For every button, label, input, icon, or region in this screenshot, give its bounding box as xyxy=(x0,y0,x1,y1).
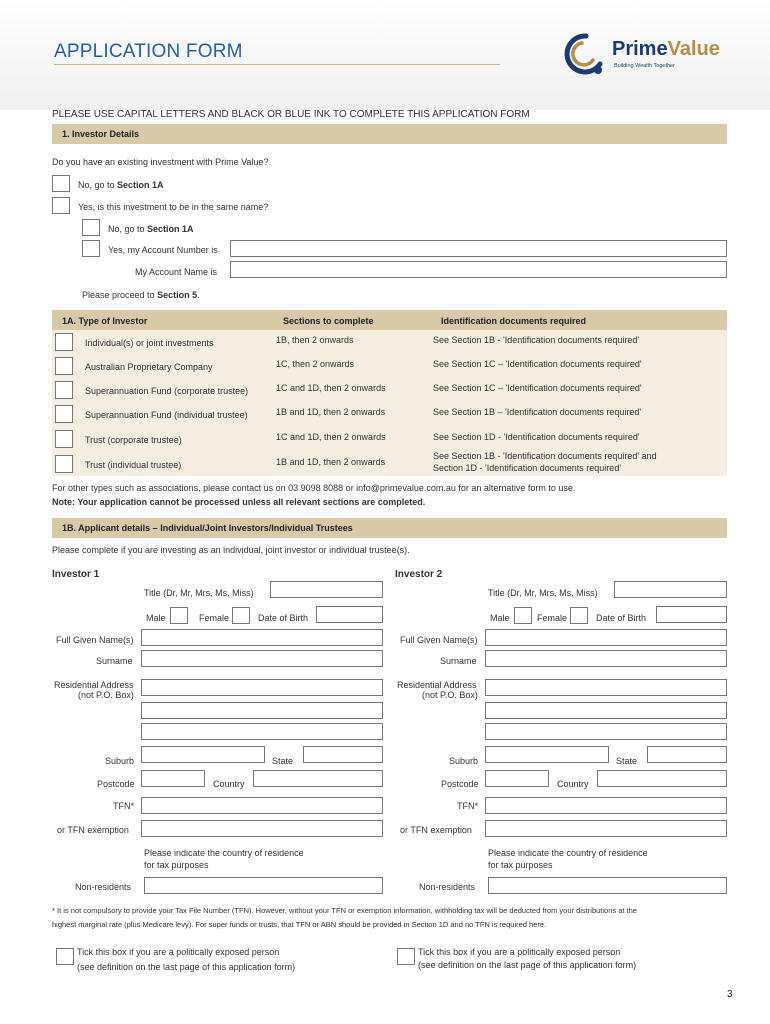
logo-prime: Prime xyxy=(612,38,668,60)
no-existing-label xyxy=(78,180,164,190)
investor-type-checkbox[interactable] xyxy=(55,381,73,399)
logo-value: Value xyxy=(667,38,720,60)
female-label: Female xyxy=(537,613,568,623)
dob-label: Date of Birth xyxy=(596,613,647,623)
address-label: Residential Address xyxy=(397,680,477,690)
dob-label: Date of Birth xyxy=(258,613,309,623)
given-names-label: Full Given Name(s) xyxy=(56,635,134,645)
proceed-note xyxy=(82,290,200,300)
investor-1-suburb-field[interactable] xyxy=(141,746,265,763)
state-label: State xyxy=(272,756,294,766)
investor-type-label: Superannuation Fund (individual trustee) xyxy=(85,410,248,420)
documents-cell: See Section 1B - 'Identification documents required' and xyxy=(433,451,657,461)
logo-wordmark xyxy=(612,38,720,61)
section-1-heading: 1. Investor Details xyxy=(62,129,140,139)
sections-cell: 1C and 1D, then 2 onwards xyxy=(276,383,386,393)
postcode-label: Postcode xyxy=(97,779,135,789)
address-sub-label: (not P.O. Box) xyxy=(78,690,134,700)
investor-2-tfn-field[interactable] xyxy=(485,797,727,814)
tfn-exemption-label: or TFN exemption xyxy=(57,825,129,835)
no-existing-checkbox[interactable] xyxy=(52,175,70,192)
investor-2-surname-field[interactable] xyxy=(485,650,727,667)
title-label: Title (Dr, Mr, Mrs, Ms, Miss) xyxy=(144,588,254,598)
section-1a-heading: 1A. Type of Investor xyxy=(62,316,148,326)
investor-2-address-line-2[interactable] xyxy=(485,702,727,719)
investor-2-address-line-3[interactable] xyxy=(485,723,727,740)
documents-cell: See Section 1C – 'Identification documents required' xyxy=(433,383,642,393)
residence-label: Please indicate the country of residence xyxy=(488,848,648,858)
male-label: Male xyxy=(146,613,166,623)
investor-1-address-line-1[interactable] xyxy=(141,679,383,696)
investor-2-state-field[interactable] xyxy=(647,746,727,763)
sections-cell: 1B and 1D, then 2 onwards xyxy=(276,457,386,467)
sections-cell: 1C, then 2 onwards xyxy=(276,359,355,369)
investor-type-label: Trust (corporate trustee) xyxy=(85,435,182,445)
address-label: Residential Address xyxy=(54,680,134,690)
tfn-footnote-line-2: highest marginal rate (plus Medicare levy). For super funds or trusts, that TFN or ABN should be provided in Section 1D and no TFN is required here. xyxy=(52,920,547,929)
investor-2-tfn-exemption-field[interactable] xyxy=(485,820,727,837)
surname-label: Surname xyxy=(96,656,133,666)
investor-2-title-field[interactable] xyxy=(614,581,727,598)
documents-cell-line-2: Section 1D - 'Identification documents required' xyxy=(433,463,622,473)
investor-1-pep-checkbox[interactable] xyxy=(56,948,74,965)
country-label: Country xyxy=(213,779,245,789)
documents-cell: See Section 1B - 'Identification documents required' xyxy=(433,335,640,345)
investor-1-heading: Investor 1 xyxy=(52,569,100,580)
investor-1-address-line-3[interactable] xyxy=(141,723,383,740)
proceed-section: Section 5 xyxy=(157,290,198,300)
no-existing-section: Section 1A xyxy=(117,180,164,190)
investor-2-country-field[interactable] xyxy=(597,770,727,787)
investor-type-label: Australian Proprietary Company xyxy=(85,362,213,372)
proceed-text: Please proceed to xyxy=(82,290,158,300)
pep-label: Tick this box if you are a politically exposed person xyxy=(418,947,621,957)
investor-2-pep-checkbox[interactable] xyxy=(397,948,415,965)
investor-2-dob-field[interactable] xyxy=(656,606,727,623)
investor-1-address-line-2[interactable] xyxy=(141,702,383,719)
investor-1-postcode-field[interactable] xyxy=(141,770,205,787)
investor-1-non-residents-field[interactable] xyxy=(144,877,383,894)
section-1b-heading: 1B. Applicant details – Individual/Joint Investors/Individual Trustees xyxy=(62,523,353,533)
investor-type-checkbox[interactable] xyxy=(55,405,73,423)
tfn-label: TFN* xyxy=(113,801,134,811)
investor-1-state-field[interactable] xyxy=(303,746,383,763)
proceed-suffix: . xyxy=(197,290,200,300)
investor-1-tfn-field[interactable] xyxy=(141,797,383,814)
no-existing-text: No, go to xyxy=(78,180,118,190)
investor-1-female-checkbox[interactable] xyxy=(232,607,250,624)
investor-type-label: Trust (individual trustee) xyxy=(85,460,182,470)
not-same-name-checkbox[interactable] xyxy=(82,219,100,236)
country-label: Country xyxy=(557,779,589,789)
pep-label: Tick this box if you are a politically exposed person xyxy=(77,947,280,957)
tfn-exemption-label: or TFN exemption xyxy=(400,825,472,835)
investor-1-tfn-exemption-field[interactable] xyxy=(141,820,383,837)
investor-type-label: Superannuation Fund (corporate trustee) xyxy=(85,386,249,396)
investor-2-non-residents-field[interactable] xyxy=(488,877,727,894)
sections-cell: 1B, then 2 onwards xyxy=(276,335,354,345)
non-residents-label: Non-residents xyxy=(419,882,476,892)
documents-cell: See Section 1B – 'Identification documents required' xyxy=(433,407,642,417)
investor-2-heading: Investor 2 xyxy=(395,569,443,580)
ink-instruction: PLEASE USE CAPITAL LETTERS AND BLACK OR BLUE INK TO COMPLETE THIS APPLICATION FORM xyxy=(52,109,530,120)
investor-1-male-checkbox[interactable] xyxy=(170,607,188,624)
not-same-name-label xyxy=(108,224,194,234)
prime-value-logo-icon xyxy=(560,30,608,76)
investor-2-postcode-field[interactable] xyxy=(485,770,549,787)
yes-existing-checkbox[interactable] xyxy=(52,197,70,214)
account-number-field[interactable] xyxy=(230,240,727,257)
suburb-label: Suburb xyxy=(449,756,479,766)
investor-1-surname-field[interactable] xyxy=(141,650,383,667)
yes-existing-label: Yes, is this investment to be in the same name? xyxy=(78,202,269,212)
investor-2-suburb-field[interactable] xyxy=(485,746,609,763)
title-label: Title (Dr, Mr, Mrs, Ms, Miss) xyxy=(488,588,598,598)
pep-definition: (see definition on the last page of this application form) xyxy=(418,960,637,970)
documents-cell: See Section 1C – 'Identification documents required' xyxy=(433,359,642,369)
male-label: Male xyxy=(490,613,510,623)
page-number: 3 xyxy=(727,989,733,1000)
same-name-checkbox[interactable] xyxy=(82,240,100,257)
investor-1-country-field[interactable] xyxy=(253,770,383,787)
logo-tagline: Building Wealth Together xyxy=(614,63,675,69)
investor-1-dob-field[interactable] xyxy=(316,606,383,623)
investor-type-label: Individual(s) or joint investments xyxy=(85,338,214,348)
sections-cell: 1B and 1D, then 2 onwards xyxy=(276,407,386,417)
surname-label: Surname xyxy=(440,656,477,666)
investor-1-title-field[interactable] xyxy=(270,581,383,598)
not-same-name-section: Section 1A xyxy=(147,224,194,234)
sections-to-complete-header: Sections to complete xyxy=(283,316,374,326)
section-1b-intro: Please complete if you are investing as an individual, joint investor or individual trustee(s). xyxy=(52,545,410,555)
investor-type-checkbox[interactable] xyxy=(55,357,73,375)
pep-definition: (see definition on the last page of this application form) xyxy=(77,962,296,972)
investor-type-checkbox[interactable] xyxy=(55,333,73,351)
processing-note: Note: Your application cannot be processed unless all relevant sections are completed. xyxy=(52,497,426,507)
residence-sub-label: for tax purposes xyxy=(144,860,209,870)
id-documents-header: Identification documents required xyxy=(441,316,587,326)
investor-1-given-names-field[interactable] xyxy=(141,629,383,646)
not-same-name-text: No, go to xyxy=(108,224,148,234)
tfn-footnote-line-1: * It is not compulsory to provide your Tax File Number (TFN). However, without your TFN or exemption information, withholding tax will be deducted from your distributions at the xyxy=(52,906,637,915)
title-rule xyxy=(54,64,500,65)
account-number-label: Yes, my Account Number is xyxy=(108,245,218,255)
section-1a-bar xyxy=(52,310,727,330)
non-residents-label: Non-residents xyxy=(75,882,132,892)
residence-label: Please indicate the country of residence xyxy=(144,848,304,858)
investor-2-female-checkbox[interactable] xyxy=(570,607,588,624)
account-name-field[interactable] xyxy=(230,261,727,278)
investor-2-male-checkbox[interactable] xyxy=(514,607,532,624)
investor-2-given-names-field[interactable] xyxy=(485,629,727,646)
postcode-label: Postcode xyxy=(441,779,479,789)
sections-cell: 1C and 1D, then 2 onwards xyxy=(276,432,386,442)
suburb-label: Suburb xyxy=(105,756,135,766)
female-label: Female xyxy=(199,613,230,623)
given-names-label: Full Given Name(s) xyxy=(400,635,478,645)
investor-2-address-line-1[interactable] xyxy=(485,679,727,696)
state-label: State xyxy=(616,756,638,766)
residence-sub-label: for tax purposes xyxy=(488,860,553,870)
form-title: APPLICATION FORM xyxy=(54,41,243,62)
investor-type-checkbox[interactable] xyxy=(55,430,73,448)
existing-investment-question: Do you have an existing investment with Prime Value? xyxy=(52,157,269,167)
investor-type-checkbox[interactable] xyxy=(55,455,73,473)
documents-cell: See Section 1D - 'Identification documents required' xyxy=(433,432,640,442)
tfn-label: TFN* xyxy=(457,801,478,811)
other-types-note: For other types such as associations, please contact us on 03 9098 8088 or info@primevalue.com.au for an alternative form to use. xyxy=(52,483,576,493)
account-name-label: My Account Name is xyxy=(135,267,218,277)
address-sub-label: (not P.O. Box) xyxy=(422,690,478,700)
section-1-bar xyxy=(52,124,727,144)
